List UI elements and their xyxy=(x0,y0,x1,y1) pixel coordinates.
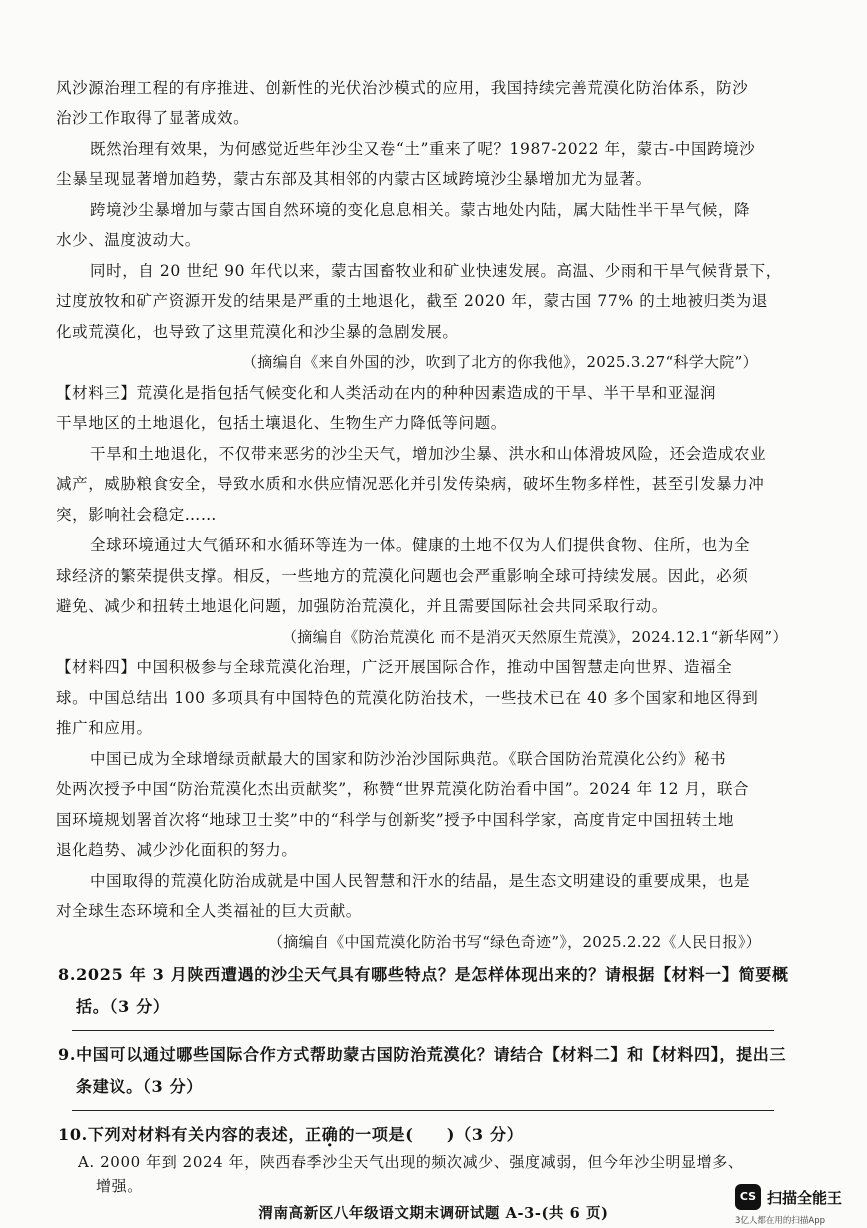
text-line: 对全球生态环境和全人类福祉的巨大贡献。 xyxy=(56,902,362,920)
scanner-watermark xyxy=(735,1184,853,1224)
material-heading-line: 【材料三】荒漠化是指包括气候变化和人类活动在内的种种因素造成的干旱、半干旱和亚湿润 xyxy=(56,384,717,402)
text-line: 国环境规划署首次将“地球卫士奖”中的“科学与创新奖”授予中国科学家，高度肯定中国扭转土地 xyxy=(56,811,735,829)
question-10-stem xyxy=(58,1124,523,1146)
source-citation: （摘编自《来自外国的沙，吹到了北方的你我他》，2025.3.27“科学大院”） xyxy=(242,353,758,371)
answer-line-q8[interactable] xyxy=(72,1030,774,1031)
answer-line-q9[interactable] xyxy=(72,1110,774,1111)
text-line: 推广和应用。 xyxy=(56,719,153,737)
text-line: 干旱和土地退化，不仅带来恶劣的沙尘天气，增加沙尘暴、洪水和山体滑坡风险，还会造成农业 xyxy=(90,445,767,463)
text-line: 退化趋势、减少沙化面积的努力。 xyxy=(56,841,298,859)
camscanner-logo-icon: CS xyxy=(735,1184,761,1210)
text-line: 球。中国总结出 100 多项具有中国特色的荒漠化防治技术，一些技术已在 40 多个国家和地区得到 xyxy=(56,689,759,707)
text-line: 中国取得的荒漠化防治成就是中国人民智慧和汗水的结晶，是生态文明建设的重要成果，也是 xyxy=(90,872,751,890)
text-line: 干旱地区的土地退化，包括土壤退化、生物生产力降低等问题。 xyxy=(56,414,507,432)
option-a-line: 增强。 xyxy=(96,1177,143,1195)
text-line: 水少、温度波动大。 xyxy=(56,231,201,249)
text-line: 中国已成为全球增绿贡献最大的国家和防沙治沙国际典范。《联合国防治荒漠化公约》秘书 xyxy=(90,750,727,768)
watermark-name: 扫描全能王 xyxy=(767,1189,843,1207)
text-line: 避免、减少和扭转土地退化问题，加强防治荒漠化，并且需要国际社会共同采取行动。 xyxy=(56,597,668,615)
text-line: 治沙工作取得了显著成效。 xyxy=(56,109,250,127)
question-8-line: 8.2025 年 3 月陕西遭遇的沙尘天气具有哪些特点？是怎样体现出来的？请根据【材料一】简要概 xyxy=(58,965,789,984)
question-9-line: 条建议。（3 分） xyxy=(76,1077,204,1096)
watermark-tagline: 3亿人都在用的扫描App xyxy=(735,1216,826,1226)
text-line: 突，影响社会稳定…… xyxy=(56,506,218,524)
question-9-line: 9.中国可以通过哪些国际合作方式帮助蒙古国防治荒漠化？请结合【材料二】和【材料四】，提出三 xyxy=(58,1045,787,1064)
material-heading-line: 【材料四】中国积极参与全球荒漠化治理，广泛开展国际合作，推动中国智慧走向世界、造福全 xyxy=(56,658,733,676)
source-citation: （摘编自《中国荒漠化防治书写“绿色奇迹”》，2025.2.22《人民日报》） xyxy=(268,933,762,951)
text-line: 尘暴呈现显著增加趋势，蒙古东部及其相邻的内蒙古区域跨境沙尘暴增加尤为显著。 xyxy=(56,170,652,188)
question-10-suffix: 的一项是( )（3 分） xyxy=(338,1125,524,1144)
option-a-line: A. 2000 年到 2024 年，陕西春季沙尘天气出现的频次减少、强度减弱，但今年沙尘明显增多、 xyxy=(78,1153,744,1171)
question-8-line: 括。（3 分） xyxy=(76,997,170,1016)
source-citation: （摘编自《防治荒漠化 而不是消灭天然原生荒漠》，2024.12.1“新华网”） xyxy=(282,628,788,646)
text-line: 化或荒漠化，也导致了这里荒漠化和沙尘暴的急剧发展。 xyxy=(56,323,459,341)
text-line: 同时，自 20 世纪 90 年代以来，蒙古国畜牧业和矿业快速发展。高温、少雨和干旱气候背景下， xyxy=(90,262,782,280)
text-line: 处两次授予中国“防治荒漠化杰出贡献奖”，称赞“世界荒漠化防治看中国”。2024 年 12 月，联合 xyxy=(56,780,750,798)
text-line: 球经济的繁荣提供支撑。相反，一些地方的荒漠化问题也会严重影响全球可持续发展。因此，必须 xyxy=(56,567,749,585)
question-10-prefix: 10.下列对材料有关内容的表述，正 xyxy=(58,1125,322,1144)
page-footer: 渭南高新区八年级语文期末调研试题 A-3-(共 6 页) xyxy=(258,1205,609,1222)
text-line: 减产，威胁粮食安全，导致水质和水供应情况恶化并引发传染病，破坏生物多样性，甚至引发暴力冲 xyxy=(56,475,765,493)
emphasis-dot-char: 确 xyxy=(321,1125,339,1144)
text-line: 跨境沙尘暴增加与蒙古国自然环境的变化息息相关。蒙古地处内陆，属大陆性半干旱气候，降 xyxy=(90,201,751,219)
text-line: 过度放牧和矿产资源开发的结果是严重的土地退化，截至 2020 年，蒙古国 77% 的土地被归类为退 xyxy=(56,292,769,310)
text-line: 风沙源治理工程的有序推进、创新性的光伏治沙模式的应用，我国持续完善荒漠化防治体系，防沙 xyxy=(56,79,749,97)
text-line: 全球环境通过大气循环和水循环等连为一体。健康的土地不仅为人们提供食物、住所，也为全 xyxy=(90,536,751,554)
text-line: 既然治理有效果，为何感觉近些年沙尘又卷“土”重来了呢？1987-2022 年，蒙古-中国跨境沙 xyxy=(90,140,756,158)
